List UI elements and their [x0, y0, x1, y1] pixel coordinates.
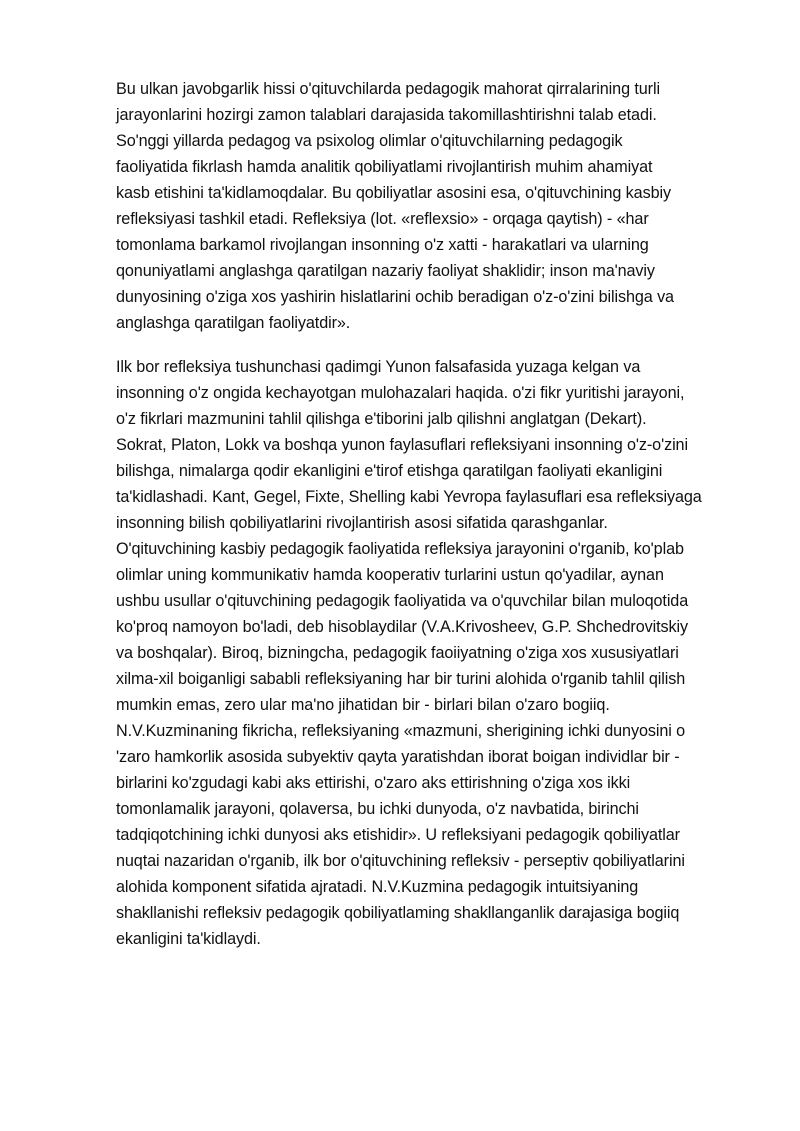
text-line: alohida komponent sifatida ajratadi. N.V.Kuzmina pedagogik intuitsiyaning [116, 878, 639, 896]
text-line: bilishga, nimalarga qodir ekanligini e'tirof etishga qaratilgan faoliyati ekanligini [116, 462, 663, 480]
text-line: So'nggi yillarda pedagog va psixolog olimlar o'qituvchilarning pedagogik [116, 132, 623, 150]
text-line: olimlar uning kommunikativ hamda kooperativ turlarini ustun qo'yadilar, aynan [116, 566, 664, 584]
text-line: 'zaro hamkorlik asosida subyektiv qayta yaratishdan iborat boigan individlar bir - [116, 748, 680, 766]
text-line: ta'kidlashadi. Kant, Gegel, Fixte, Shelling kabi Yevropa faylasuflari esa refleksiyaga [116, 488, 702, 506]
text-line: Sokrat, Platon, Lokk va boshqa yunon faylasuflari refleksiyani insonning o'z-o'zini [116, 436, 688, 454]
text-line: kasb etishini ta'kidlamoqdalar. Bu qobiliyatlar asosini esa, o'qituvchining kasbiy [116, 184, 671, 202]
text-line: O'qituvchining kasbiy pedagogik faoliyatida refleksiya jarayonini o'rganib, ko'plab [116, 540, 684, 558]
text-line: mumkin emas, zero ular ma'no jihatidan bir - birlari bilan o'zaro bogiiq. [116, 696, 610, 714]
text-line: N.V.Kuzminaning fikricha, refleksiyaning «mazmuni, sherigining ichki dunyosini o [116, 722, 686, 740]
paragraph-1 [116, 76, 766, 336]
text-line: tomonlamalik jarayoni, qolaversa, bu ichki dunyoda, o'z navbatida, birinchi [116, 800, 639, 818]
text-line: va boshqalar). Biroq, bizningcha, pedagogik faoiiyatning o'ziga xos xususiyatlari [116, 644, 679, 662]
text-line: birlarini ko'zgudagi kabi aks ettirishi, o'zaro aks ettirishning o'ziga xos ikki [116, 774, 631, 792]
text-line: qonuniyatlami anglashga qaratilgan nazariy faoliyat shaklidir; inson ma'naviy [116, 262, 655, 280]
text-line: ko'proq namoyon bo'ladi, deb hisoblaydilar (V.A.Krivosheev, G.P. Shchedrovitskiy [116, 618, 688, 636]
text-line: refleksiyasi tashkil etadi. Refleksiya (lot. «reflexsio» - orqaga qaytish) - «har [116, 210, 649, 228]
text-line: jarayonlarini hozirgi zamon talablari darajasida takomillashtirishni talab etadi. [116, 106, 657, 124]
text-line: shakllanishi refleksiv pedagogik qobiliyatlaming shakllanganlik darajasiga bogiiq [116, 904, 680, 922]
text-line: anglashga qaratilgan faoliyatdir». [116, 314, 351, 332]
text-line: ekanligini ta'kidlaydi. [116, 930, 261, 948]
text-line: o'z fikrlari mazmunini tahlil qilishga e'tiborini jalb qilishni anglatgan (Dekart). [116, 410, 647, 428]
text-line: nuqtai nazaridan o'rganib, ilk bor o'qituvchining refleksiv - perseptiv qobiliyatlarini [116, 852, 685, 870]
text-line: Bu ulkan javobgarlik hissi o'qituvchilarda pedagogik mahorat qirralarining turli [116, 80, 660, 98]
text-line: dunyosining o'ziga xos yashirin hislatlarini ochib beradigan o'z-o'zini bilishga va [116, 288, 674, 306]
text-line: Ilk bor refleksiya tushunchasi qadimgi Yunon falsafasida yuzaga kelgan va [116, 358, 641, 376]
text-line: insonning o'z ongida kechayotgan mulohazalari haqida. o'zi fikr yuritishi jarayoni, [116, 384, 685, 402]
text-line: ushbu usullar o'qituvchining pedagogik faoliyatida va o'quvchilar bilan muloqotida [116, 592, 689, 610]
text-line: tomonlama barkamol rivojlangan insonning o'z xatti - harakatlari va ularning [116, 236, 649, 254]
text-line: tadqiqotchining ichki dunyosi aks etishidir». U refleksiyani pedagogik qobiliyatlar [116, 826, 680, 844]
text-line: insonning bilish qobiliyatlarini rivojlantirish asosi sifatida qarashganlar. [116, 514, 608, 532]
text-line: faoliyatida fikrlash hamda analitik qobiliyatlami rivojlantirish muhim ahamiyat [116, 158, 653, 176]
paragraph-2 [116, 354, 766, 952]
text-line: xilma-xil boiganligi sababli refleksiyaning har bir turini alohida o'rganib tahlil qilish [116, 670, 686, 688]
